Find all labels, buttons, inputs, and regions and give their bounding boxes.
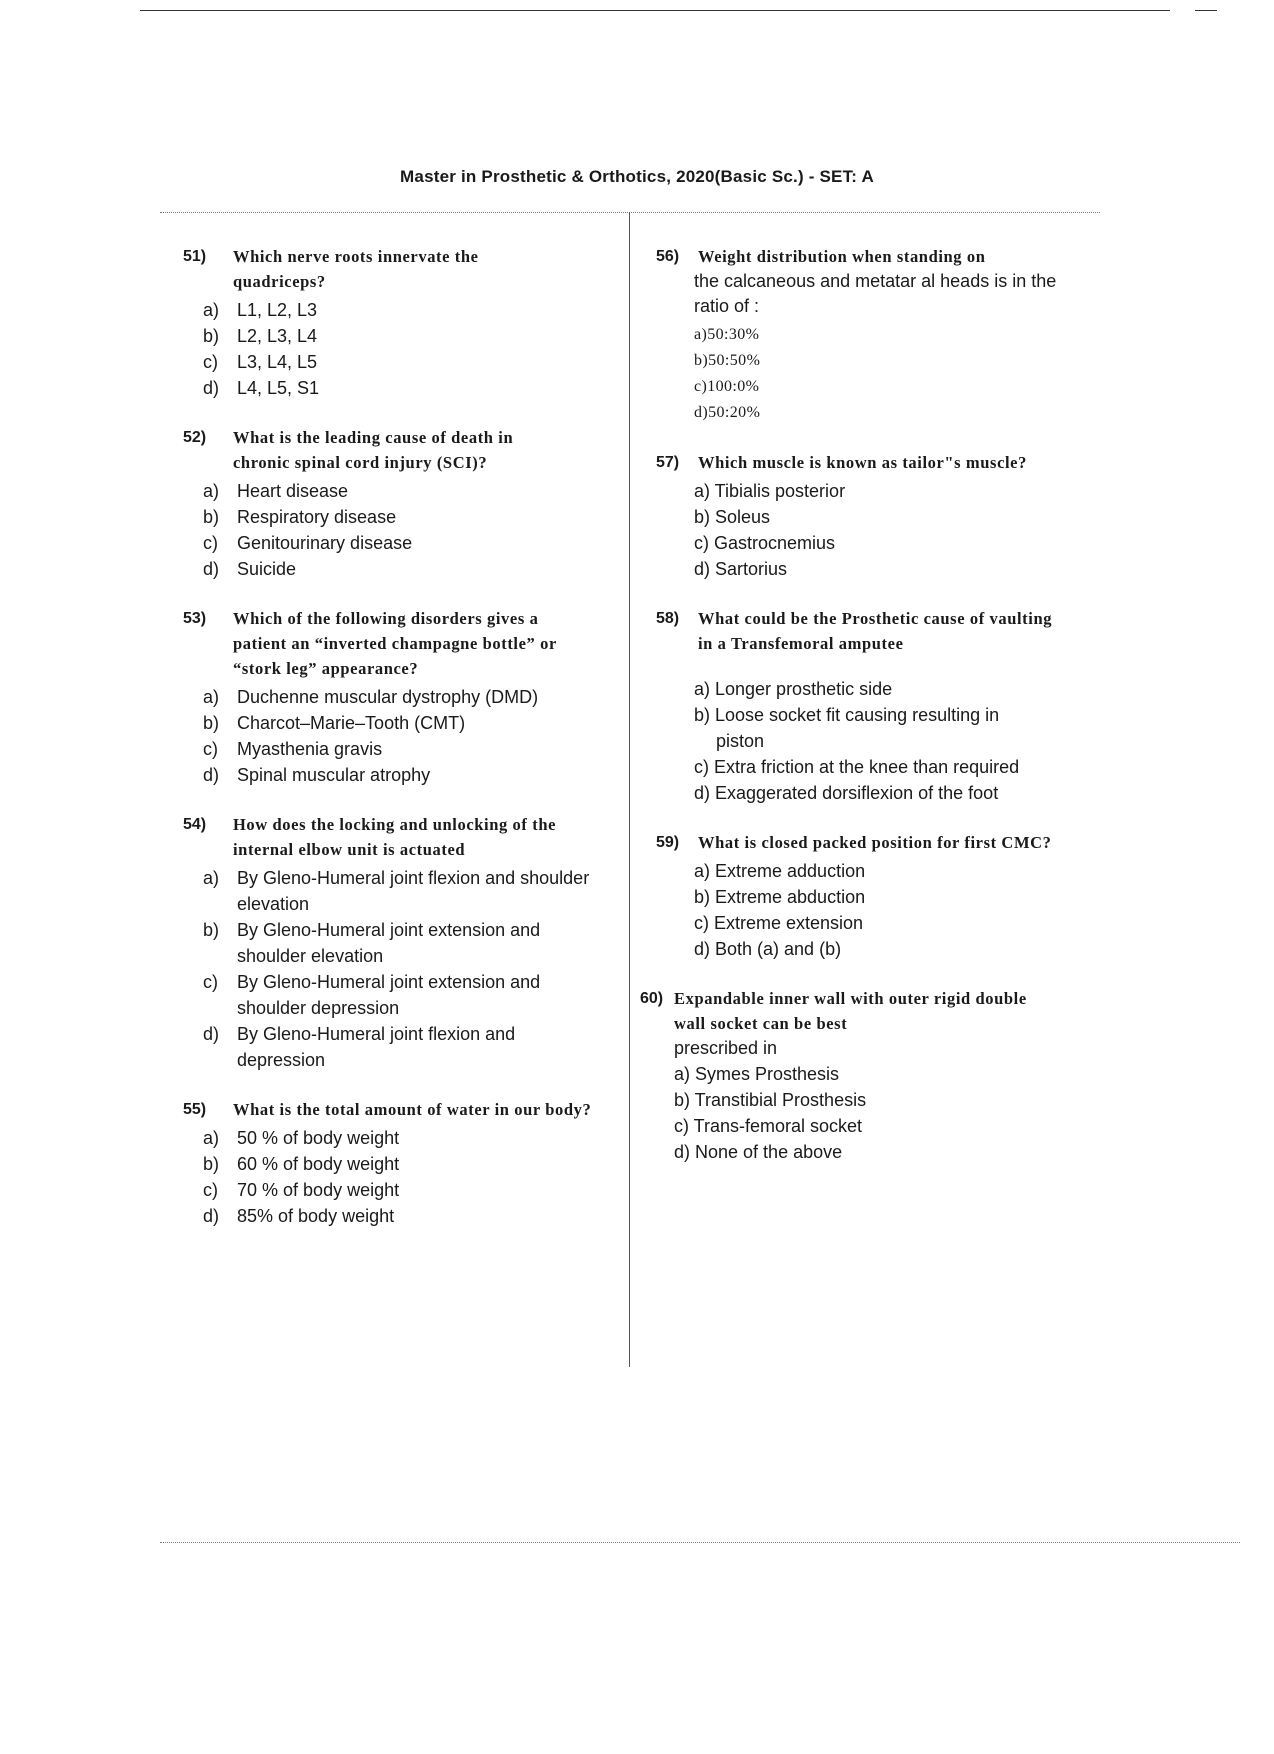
question-number: 56) <box>656 248 680 265</box>
options <box>203 297 603 401</box>
option-b: b) 60 % of body weight <box>203 1154 400 1174</box>
option-c: c) 70 % of body weight <box>203 1180 400 1200</box>
question-55 <box>183 1097 603 1229</box>
question-text: Expandable inner wall with outer rigid double wall socket can be best <box>674 989 1027 1033</box>
top-rule-tail <box>1195 10 1217 11</box>
option-a: a) Extreme adduction <box>694 861 866 881</box>
question-text: What is the leading cause of death in chronic spinal cord injury (SCI)? <box>233 428 514 472</box>
option-c: c) Extra friction at the knee than required <box>694 757 1020 777</box>
question-text: Which of the following disorders gives a patient an “inverted champagne bottle” or “stork leg” appearance? <box>233 609 557 678</box>
question-text: Which muscle is known as tailor"s muscle? <box>698 453 1027 472</box>
question-53 <box>183 606 603 788</box>
option-b: b)50:50% <box>694 352 761 369</box>
option-d: d) 85% of body weight <box>203 1206 395 1226</box>
question-59 <box>656 830 1096 962</box>
question-number: 59) <box>656 834 680 851</box>
option-b: b) L2, L3, L4 <box>203 326 318 346</box>
question-text-continued: prescribed in <box>674 1038 778 1058</box>
question-number: 55) <box>183 1101 207 1118</box>
option-a: a) L1, L2, L3 <box>203 300 318 320</box>
option-a: a) Tibialis posterior <box>694 481 846 501</box>
options <box>694 478 1096 582</box>
question-number: 58) <box>656 610 680 627</box>
options <box>203 865 603 1073</box>
question-text: What is closed packed position for first CMC? <box>698 833 1052 852</box>
option-c: c) Myasthenia gravis <box>203 739 383 759</box>
question-number: 52) <box>183 429 207 446</box>
column-divider <box>629 212 630 1367</box>
question-text-continued: the calcaneous and metatar al heads is in the ratio of : <box>694 271 1057 316</box>
option-b: b) Respiratory disease <box>203 507 397 527</box>
question-57 <box>656 450 1096 582</box>
option-a: a)50:30% <box>694 326 760 343</box>
question-52 <box>183 425 603 582</box>
option-c: c) By Gleno-Humeral joint extension and shoulder depression <box>203 972 541 1018</box>
option-a: a) By Gleno-Humeral joint flexion and shoulder elevation <box>203 868 590 914</box>
option-d: d) Sartorius <box>694 559 788 579</box>
question-54 <box>183 812 603 1073</box>
question-51 <box>183 244 603 401</box>
option-c: c) Trans-femoral socket <box>674 1116 863 1136</box>
bottom-rule <box>160 1542 1240 1543</box>
option-c: c) Genitourinary disease <box>203 533 413 553</box>
option-a: a) Longer prosthetic side <box>694 679 893 699</box>
option-b: b) Soleus <box>694 507 771 527</box>
option-c: c) Gastrocnemius <box>694 533 836 553</box>
question-58 <box>656 606 1096 806</box>
options <box>203 684 603 788</box>
option-a: a) Duchenne muscular dystrophy (DMD) <box>203 687 539 707</box>
question-number: 54) <box>183 816 207 833</box>
option-b: b) Charcot–Marie–Tooth (CMT) <box>203 713 466 733</box>
options <box>694 858 1096 962</box>
title-divider <box>160 212 1100 213</box>
question-number: 60) <box>640 990 664 1007</box>
options <box>674 1061 1096 1165</box>
question-number: 57) <box>656 454 680 471</box>
option-b: b) Extreme abduction <box>694 887 866 907</box>
option-d: d) Both (a) and (b) <box>694 939 842 959</box>
question-text: How does the locking and unlocking of the internal elbow unit is actuated <box>233 815 557 859</box>
option-d: d) None of the above <box>674 1142 843 1162</box>
option-c: c)100:0% <box>694 378 760 395</box>
option-d: d) Spinal muscular atrophy <box>203 765 431 785</box>
options <box>203 478 603 582</box>
question-number: 51) <box>183 248 207 265</box>
option-d: d) Exaggerated dorsiflexion of the foot <box>694 783 999 803</box>
question-number: 53) <box>183 610 207 627</box>
option-c: c) Extreme extension <box>694 913 864 933</box>
options <box>203 1125 603 1229</box>
option-d: d) L4, L5, S1 <box>203 378 320 398</box>
option-b: b) Transtibial Prosthesis <box>674 1090 867 1110</box>
option-d: d) By Gleno-Humeral joint flexion and depression <box>203 1024 516 1070</box>
page-title: Master in Prosthetic & Orthotics, 2020(Basic Sc.) - SET: A <box>400 167 874 186</box>
option-a: a) 50 % of body weight <box>203 1128 400 1148</box>
left-column <box>183 244 603 1253</box>
options <box>694 322 1096 426</box>
option-a: a) Symes Prosthesis <box>674 1064 840 1084</box>
option-a: a) Heart disease <box>203 481 349 501</box>
right-column <box>640 244 1096 1189</box>
top-rule <box>140 10 1170 11</box>
option-c: c) L3, L4, L5 <box>203 352 318 372</box>
question-60 <box>640 986 1096 1165</box>
question-text: What is the total amount of water in our body? <box>233 1100 592 1119</box>
option-d: d)50:20% <box>694 404 761 421</box>
question-text: What could be the Prosthetic cause of vaulting in a Transfemoral amputee <box>698 609 1053 653</box>
option-d: d) Suicide <box>203 559 297 579</box>
options <box>694 676 1096 806</box>
option-b: b) Loose socket fit causing resulting in piston <box>694 705 1000 751</box>
question-56 <box>656 244 1096 426</box>
question-text: Which nerve roots innervate the quadriceps? <box>233 247 479 291</box>
option-b: b) By Gleno-Humeral joint extension and shoulder elevation <box>203 920 541 966</box>
question-text: Weight distribution when standing on <box>698 247 986 266</box>
